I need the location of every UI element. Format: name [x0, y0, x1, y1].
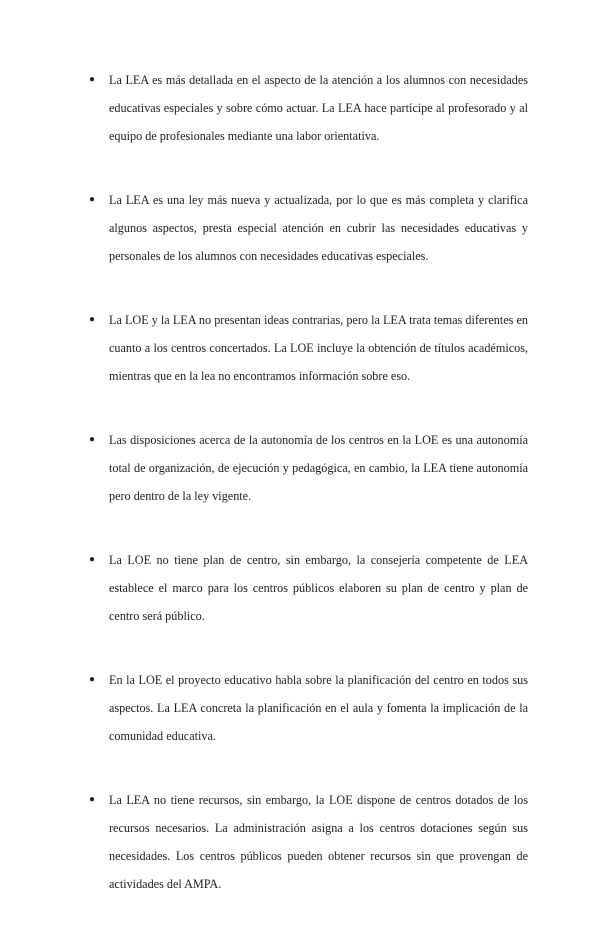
- list-item: [88, 426, 528, 510]
- list-item: [88, 306, 528, 390]
- list-item-text: La LEA es una ley más nueva y actualizada, por lo que es más completa y clarifica algunos aspectos, presta especial atención en cubrir las necesidades educativas y personales de los alumnos con necesidades educativas especiales.: [109, 193, 528, 263]
- bullet-icon: ●: [89, 74, 96, 85]
- bullet-icon: ●: [89, 194, 96, 205]
- list-item: [88, 546, 528, 630]
- bullet-icon: ●: [89, 554, 96, 565]
- list-item: [88, 786, 528, 898]
- list-item: [88, 186, 528, 270]
- bullet-list: [88, 66, 528, 934]
- list-item-text: La LOE y la LEA no presentan ideas contrarias, pero la LEA trata temas diferentes en cuanto a los centros concertados. La LOE incluye la obtención de títulos académicos, mientras que en la lea no encontramos información sobre eso.: [109, 313, 528, 383]
- bullet-icon: ●: [89, 314, 96, 325]
- bullet-icon: ●: [89, 674, 96, 685]
- list-item-text: La LOE no tiene plan de centro, sin embargo, la consejería competente de LEA establece el marco para los centros públicos elaboren su plan de centro y plan de centro será público.: [109, 553, 528, 623]
- list-item-text: La LEA es más detallada en el aspecto de la atención a los alumnos con necesidades educativas especiales y sobre cómo actuar. La LEA hace partícipe al profesorado y al equipo de profesionales mediante una labor orientativa.: [109, 73, 528, 143]
- list-item-text: En la LOE el proyecto educativo habla sobre la planificación del centro en todos sus aspectos. La LEA concreta la planificación en el aula y fomenta la implicación de la comunidad educativa.: [109, 673, 528, 743]
- bullet-icon: ●: [89, 794, 96, 805]
- list-item: [88, 66, 528, 150]
- list-item: [88, 666, 528, 750]
- list-item-text: Las disposiciones acerca de la autonomía de los centros en la LOE es una autonomía total de organización, de ejecución y pedagógica, en cambio, la LEA tiene autonomía pero dentro de la ley vigente.: [109, 433, 528, 503]
- list-item-text: La LEA no tiene recursos, sin embargo, la LOE dispone de centros dotados de los recursos necesarios. La administración asigna a los centros dotaciones según sus necesidades. Los centros públicos pueden obtener recursos sin que provengan de actividades del AMPA.: [109, 793, 528, 891]
- bullet-icon: ●: [89, 434, 96, 445]
